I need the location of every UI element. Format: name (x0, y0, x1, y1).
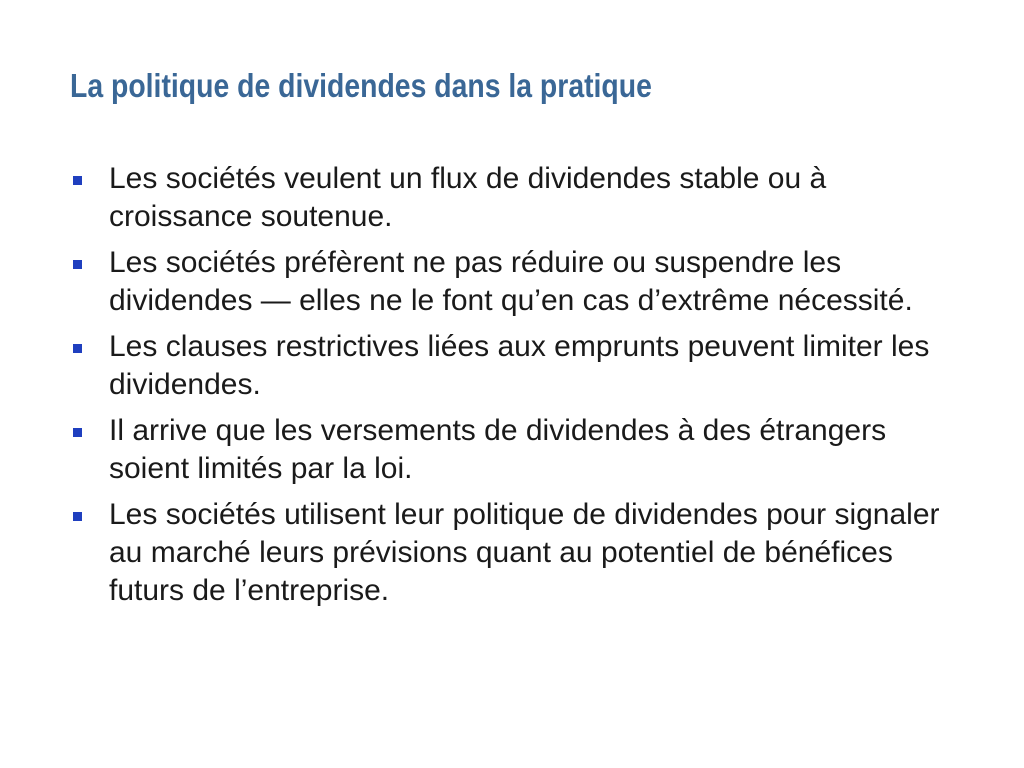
square-bullet-icon (73, 512, 82, 521)
square-bullet-icon (73, 344, 82, 353)
square-bullet-icon (73, 428, 82, 437)
bullet-item (70, 160, 970, 236)
square-bullet-icon (73, 176, 82, 185)
bullet-item (70, 244, 970, 320)
square-bullet-icon (73, 260, 82, 269)
bullet-item (70, 412, 970, 488)
bullet-text: Les sociétés utilisent leur politique de dividendes pour signaler au marché leurs prévisions quant au potentiel de bénéfices futurs de l’entreprise. (109, 498, 940, 607)
bullet-item (70, 496, 970, 610)
bullet-text: Les clauses restrictives liées aux emprunts peuvent limiter les dividendes. (109, 330, 930, 401)
bullet-item (70, 328, 970, 404)
bullet-list (70, 160, 970, 618)
bullet-text: Les sociétés veulent un flux de dividendes stable ou à croissance soutenue. (109, 162, 827, 233)
slide-title: La politique de dividendes dans la pratique (70, 67, 652, 104)
bullet-text: Les sociétés préfèrent ne pas réduire ou suspendre les dividendes — elles ne le font qu’en cas d’extrême nécessité. (109, 246, 913, 317)
bullet-text: Il arrive que les versements de dividendes à des étrangers soient limités par la loi. (109, 414, 887, 485)
